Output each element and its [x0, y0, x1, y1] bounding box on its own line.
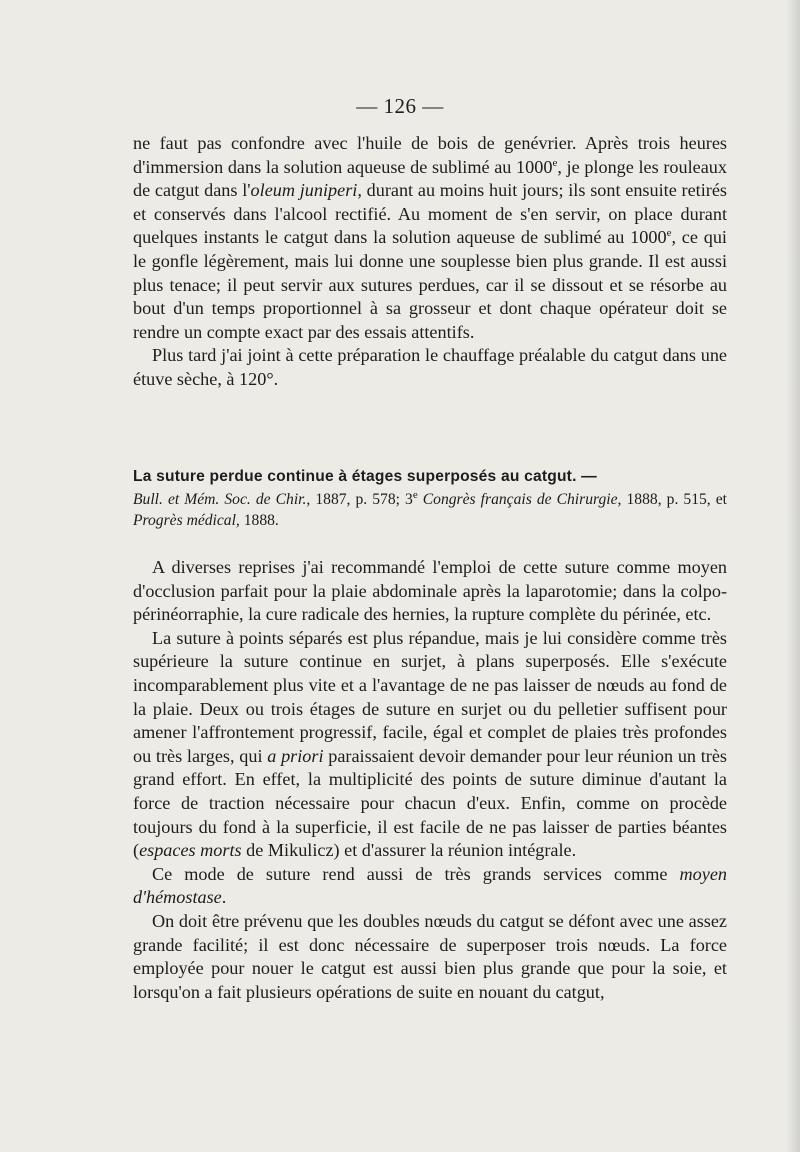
paragraph-catgut-preparation	[133, 132, 727, 344]
italic-text: a priori	[267, 745, 324, 766]
paragraph-suture-technique	[133, 627, 727, 863]
paragraph-recommendation: A diverses reprises j'ai recommandé l'emploi de cette suture comme moyen d'occlusion parfait pour la plaie abdominale après la laparotomie; dans la colpo-périnéorraphie, la cure radicale des hernies, la rupture complète du périnée, etc.	[133, 557, 727, 625]
reference-text: , 1887, p. 578; 3	[306, 490, 413, 508]
paragraph-text: , je plonge les rouleaux de catgut dans l'	[133, 156, 727, 201]
italic-text: moyen d'hémostase	[133, 863, 727, 908]
body-text-block	[133, 556, 727, 1004]
section-heading	[133, 464, 727, 489]
paragraph-text: La suture à points séparés est plus répandue, mais je lui considère comme très supérieure la suture continue en surjet, à plans superposés. Elle s'exécute incomparablement plus vite et a l'avantage de ne pas laisser de nœuds au fond de la plaie. Deux ou trois étages de suture en surjet ou du pelletier suffisent pour amener l'affrontement progressif, facile, égal et complet de plaies très profondes ou très larges, qui	[133, 627, 727, 766]
paragraph-hemostasis	[133, 863, 727, 910]
section-references	[133, 489, 727, 531]
italic-text: espaces morts	[139, 840, 242, 861]
reference-title: Progrès médical,	[133, 511, 240, 529]
paragraph-text: de Mikulicz) et d'assurer la réunion intégrale.	[241, 840, 577, 861]
paragraph-text: durant au moins huit jours; ils sont ensuite retirés et conservés dans l'alcool rectifié. Au moment de s'en servir, on place durant quelques instants le catgut dans la solution aqueuse de sublimé au 1000	[133, 180, 727, 248]
reference-title: Bull. et Mém. Soc. de Chir.	[133, 490, 307, 508]
opening-text-block	[133, 132, 727, 392]
paragraph-text: .	[221, 887, 227, 908]
reference-text: 1888, p. 515, et	[621, 490, 727, 508]
paragraph-text: paraissaient devoir demander pour leur réunion un très grand effort. En effet, la multiplicité des points de suture diminue d'autant la force de traction nécessaire pour chacun d'eux. Enfin, comme on procède toujours du fond à la superficie, il est facile de ne pas laisser de parties béantes (	[133, 745, 727, 861]
superscript: e	[666, 227, 672, 240]
italic-text: oleum juniperi,	[250, 180, 362, 201]
paragraph-text: , ce qui le gonfle légèrement, mais lui donne une souplesse bien plus grande. Il est aussi plus tenace; il peut servir aux sutures perdues, car il se dissout et se résorbe au bout d'un temps proportionnel à sa grosseur et dont chaque opérateur doit se rendre un compte exact par des essais attentifs.	[133, 227, 727, 342]
paragraph-knots: On doit être prévenu que les doubles nœuds du catgut se défont avec une assez grande facilité; il est donc nécessaire de superposer trois nœuds. La force employée pour nouer le catgut est aussi bien plus grande que pour la soie, et lorsqu'on a fait plusieurs opérations de suite en nouant du catgut,	[133, 910, 727, 1002]
section-title: La suture perdue continue à étages superposés au catgut. —	[133, 468, 597, 485]
superscript: e	[412, 488, 418, 501]
section-header-block	[133, 464, 727, 531]
paragraph-text: ne faut pas confondre avec l'huile de bois de genévrier. Après trois heures d'immersion dans la solution aqueuse de sublimé au 1000	[133, 133, 727, 177]
page-number: — 126 —	[356, 94, 444, 118]
superscript: e	[552, 156, 558, 169]
reference-text: 1888.	[239, 511, 279, 529]
paragraph-text: Ce mode de suture rend aussi de très grands services comme	[152, 863, 680, 884]
paragraph-heating: Plus tard j'ai joint à cette préparation le chauffage préalable du catgut dans une étuve sèche, à 120°.	[133, 345, 727, 389]
reference-title: Congrès français de Chirurgie,	[417, 490, 622, 508]
